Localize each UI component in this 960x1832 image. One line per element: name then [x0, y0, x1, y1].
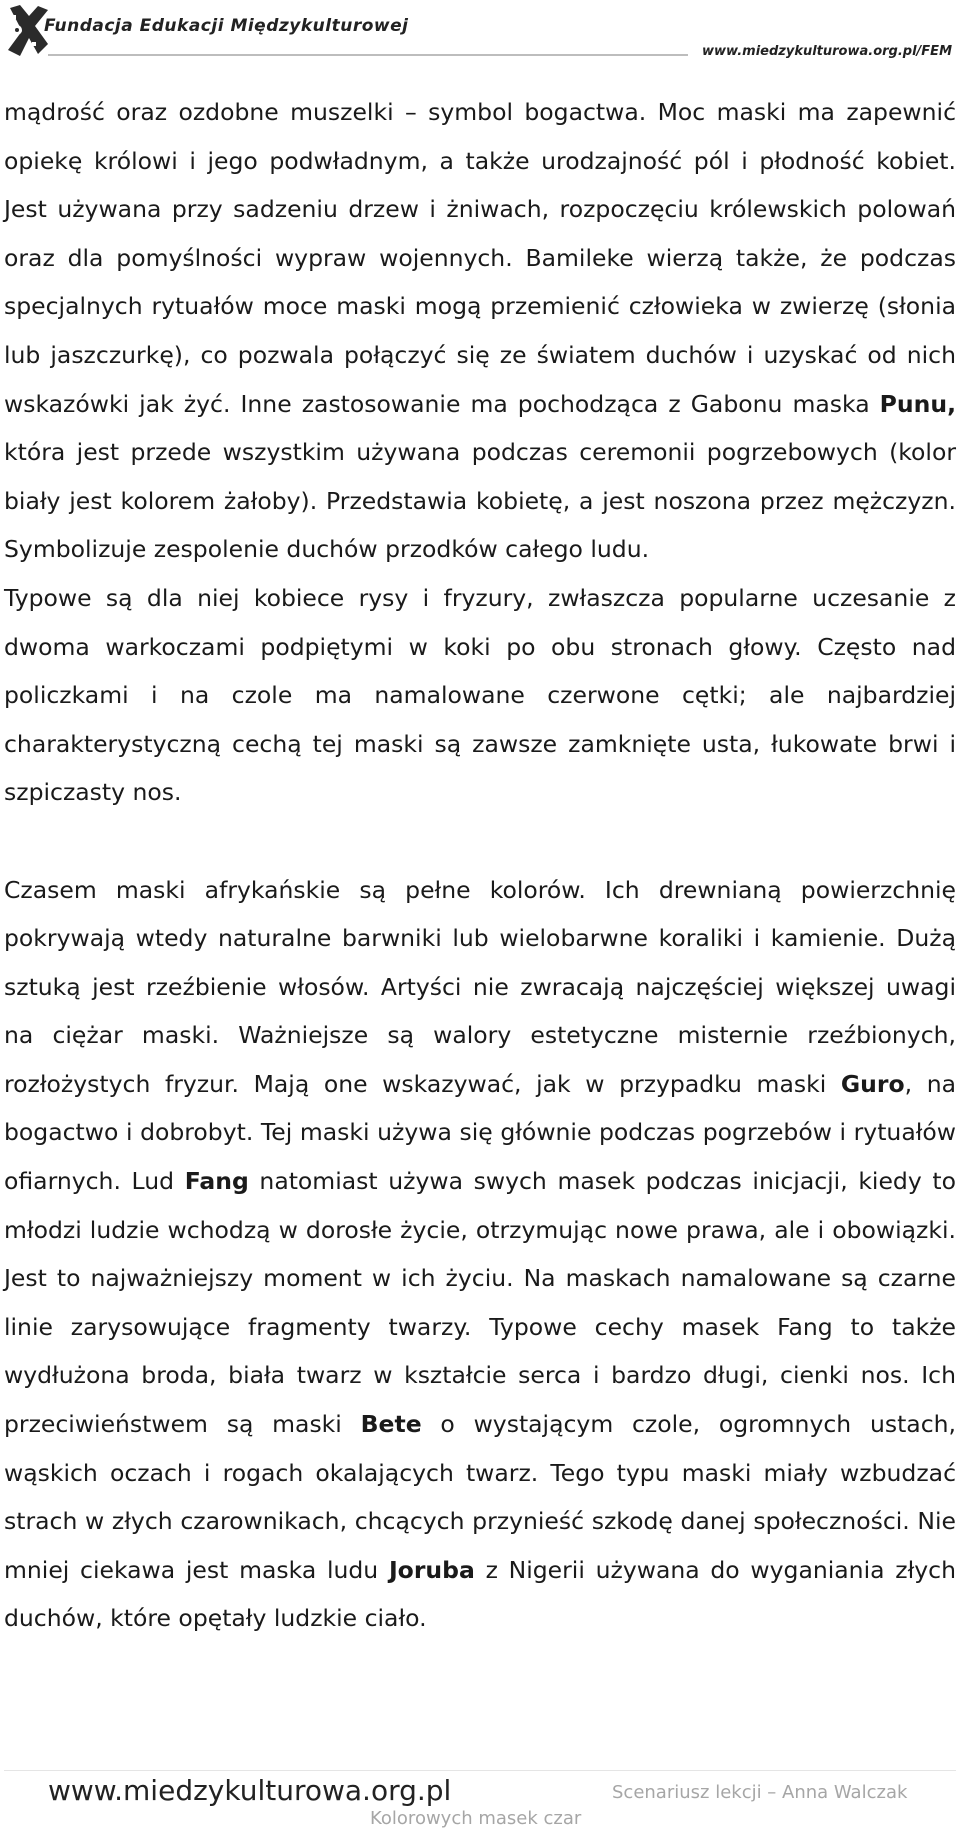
organization-name: Fundacja Edukacji Międzykulturowej — [44, 16, 409, 36]
paragraph-text: o wystającym czole, ogromnych ustach, wąskich oczach i rogach okalających twarz. Tego typu maski miały wzbudzać strach w złych czarownikach, chcących przynieść szkodę danej społeczności. Nie mniej ciekawa jest maska ludu — [4, 1410, 956, 1584]
term-bete: Bete — [360, 1410, 422, 1439]
paragraph-typical-features: Typowe są dla niej kobiece rysy i fryzury, zwłaszcza popularne uczesanie z dwoma warkoczami podpiętymi w koki po obu stronach głowy. Często nad policzkami i na czole ma namalowane czerwone cętki; ale najbardziej charakterystyczną cechą tej maski są zawsze zamknięte usta, łukowate brwi i szpiczasty nos. — [4, 583, 956, 807]
term-punu: Punu, — [879, 389, 956, 418]
term-joruba: Joruba — [388, 1555, 475, 1584]
paragraph-text: natomiast używa swych masek podczas inicjacji, kiedy to młodzi ludzie wchodzą w dorosłe życie, otrzymując nowe prawa, ale i obowiązki. Jest to najważniejszy moment w ich życiu. Na maskach namalowane są czarne linie zarysowujące fragmenty twarzy. Typowe cechy masek Fang to także wydłużona broda, biała twarz w kształcie serca i bardzo długi, cienki nos. Ich przeciwieństwem są maski — [4, 1167, 956, 1439]
paragraph-text: , na bogactwo i dobrobyt. Tej maski używa się głównie podczas pogrzebów i rytuałów ofiarnych. Lud — [4, 1069, 956, 1196]
document-body — [4, 88, 956, 1643]
paragraph-text: Czasem maski afrykańskie są pełne kolorów. Ich drewnianą powierzchnię pokrywają wtedy naturalne barwniki lub wielobarwne koraliki i kamienie. Dużą sztuką jest rzeźbienie włosów. Artyści nie zwracają najczęściej większej uwagi na ciężar maski. Ważniejsze są walory estetyczne misternie rzeźbionych, rozłożystych fryzur. Mają one wskazywać, jak w przypadku maski — [4, 875, 956, 1098]
paragraph-colors — [4, 866, 956, 1644]
footer-credit: Scenariusz lekcji – Anna Walczak — [612, 1782, 908, 1803]
term-fang: Fang — [184, 1167, 249, 1196]
footer-title: Kolorowych masek czar — [370, 1808, 582, 1829]
term-guro: Guro — [840, 1069, 905, 1098]
footer-divider — [4, 1770, 956, 1771]
paragraph-punu — [4, 88, 956, 574]
paragraph-text: mądrość oraz ozdobne muszelki – symbol bogactwa. Moc maski ma zapewnić opiekę królowi i jego podwładnym, a także urodzajność pól i płodność kobiet. Jest używana przy sadzeniu drzew i żniwach, rozpoczęciu królewskich polowań oraz dla pomyślności wypraw wojennych. Bamileke wierzą także, że podczas specjalnych rytuałów moce maski mogą przemienić człowieka w zwierzę (słonia lub jaszczurkę), co pozwala połączyć się ze światem duchów i uzyskać od nich wskazówki jak żyć. Inne zastosowanie ma pochodząca z Gabonu maska — [4, 98, 956, 418]
header-url: www.miedzykulturowa.org.pl/FEM — [702, 44, 952, 59]
footer-url: www.miedzykulturowa.org.pl — [48, 1774, 452, 1807]
paragraph-text: która jest przede wszystkim używana podczas ceremonii pogrzebowych (kolor biały jest kolorem żałoby). Przedstawia kobietę, a jest noszona przez mężczyzn. Symbolizuje zespolenie duchów przodków całego ludu. — [4, 438, 956, 564]
page-header — [0, 0, 960, 62]
paragraph-text: z Nigerii używana do wyganiania złych duchów, które opętały ludzkie ciało. — [4, 1555, 956, 1633]
header-divider — [48, 54, 688, 56]
